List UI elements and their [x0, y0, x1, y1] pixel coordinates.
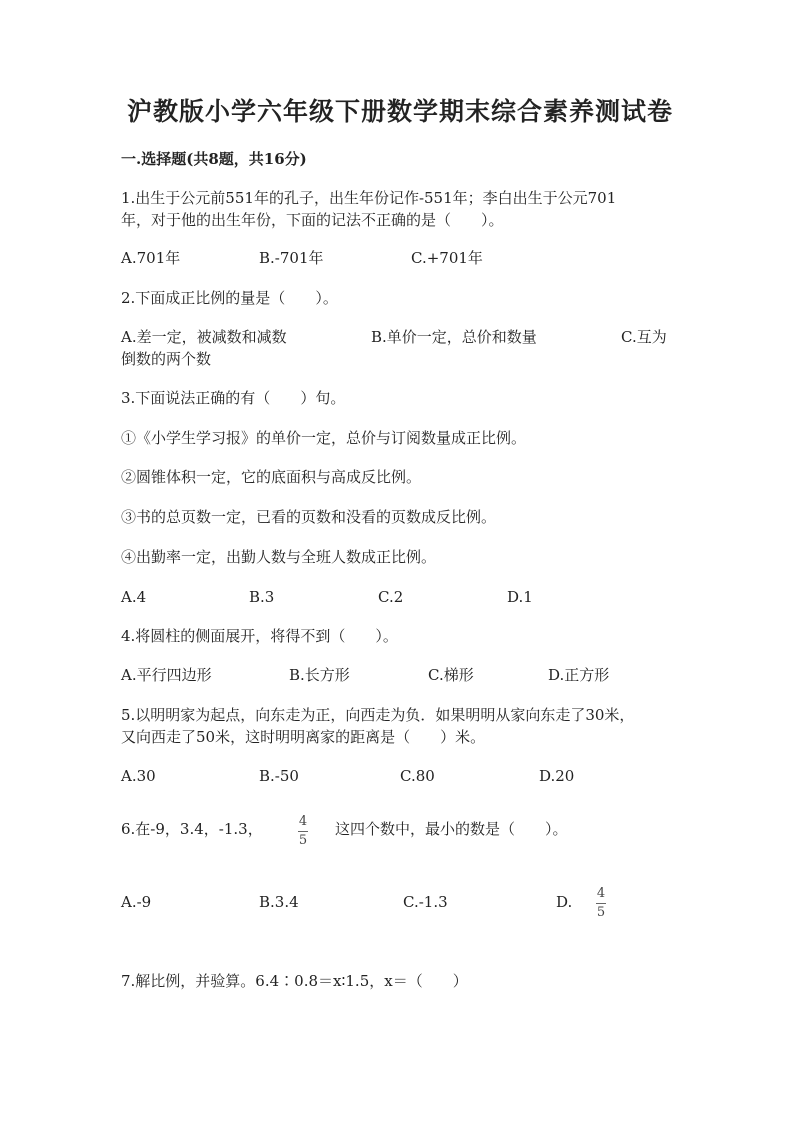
question-3-line-1: 3.下面说法正确的有（ ）句。: [121, 389, 346, 407]
question-2-option-a: A.差一定，被减数和减数: [121, 328, 287, 346]
question-7-line-1: 7.解比例，并验算。6.4∶0.8＝x∶1.5，x＝（ ）: [121, 972, 468, 990]
fraction-bar: [596, 903, 606, 904]
fraction-numerator: 4: [596, 886, 606, 901]
fraction-bar: [298, 831, 308, 832]
fraction-denominator: 5: [596, 905, 606, 920]
section-heading: 一.选择题(共8题，共16分): [121, 150, 307, 168]
question-5-option-a: A.30: [121, 767, 156, 785]
question-4-option-c: C.梯形: [428, 666, 474, 684]
question-1-option-b: B.-701年: [259, 249, 324, 267]
question-2-line-1: 2.下面成正比例的量是（ ）。: [121, 289, 338, 307]
question-5-option-d: D.20: [539, 767, 575, 785]
question-2-option-c-continued: 倒数的两个数: [121, 350, 212, 368]
question-3-statement-1: ①《小学生学习报》的单价一定，总价与订阅数量成正比例。: [121, 429, 527, 447]
question-6-option-c: C.-1.3: [403, 893, 448, 911]
question-6-option-d-fraction: [596, 887, 606, 920]
page-title: 沪教版小学六年级下册数学期末综合素养测试卷: [126, 97, 673, 126]
question-3-option-b: B.3: [249, 588, 275, 606]
question-3-option-c: C.2: [378, 588, 404, 606]
question-2-option-c: C.互为: [621, 328, 667, 346]
question-4-option-d: D.正方形: [548, 666, 610, 684]
question-6-line-2: 这四个数中，最小的数是（ ）。: [335, 820, 568, 838]
question-6-option-a: A.-9: [121, 893, 152, 911]
question-5-option-b: B.-50: [259, 767, 299, 785]
question-6-option-d: D.: [556, 893, 573, 911]
question-4-option-b: B.长方形: [289, 666, 350, 684]
question-6-line-1: 6.在-9，3.4，-1.3，: [121, 820, 263, 838]
question-5-line-1: 5.以明明家为起点，向东走为正，向西走为负．如果明明从家向东走了30米，: [121, 706, 635, 724]
question-1-line-1: 1.出生于公元前551年的孔子，出生年份记作-551年；李白出生于公元701: [121, 189, 617, 207]
question-5-line-2: 又向西走了50米，这时明明离家的距离是（ ）米。: [121, 728, 486, 746]
fraction-denominator: 5: [298, 833, 308, 848]
question-1-line-2: 年，对于他的出生年份，下面的记法不正确的是（ ）。: [121, 211, 504, 229]
question-3-statement-3: ③书的总页数一定，已看的页数和没看的页数成反比例。: [121, 508, 497, 526]
question-6-option-b: B.3.4: [259, 893, 299, 911]
question-3-statement-2: ②圆锥体积一定，它的底面积与高成反比例。: [121, 468, 422, 486]
fraction-numerator: 4: [298, 814, 308, 829]
question-4-option-a: A.平行四边形: [121, 666, 212, 684]
question-3-statement-4: ④出勤率一定，出勤人数与全班人数成正比例。: [121, 548, 437, 566]
question-3-option-d: D.1: [507, 588, 533, 606]
question-2-option-b: B.单价一定，总价和数量: [371, 328, 537, 346]
question-1-option-a: A.701年: [121, 249, 181, 267]
question-3-option-a: A.4: [121, 588, 147, 606]
question-6-fraction: [298, 815, 308, 848]
question-1-option-c: C.+701年: [411, 249, 483, 267]
question-4-line-1: 4.将圆柱的侧面展开，将得不到（ ）。: [121, 627, 398, 645]
question-5-option-c: C.80: [400, 767, 435, 785]
